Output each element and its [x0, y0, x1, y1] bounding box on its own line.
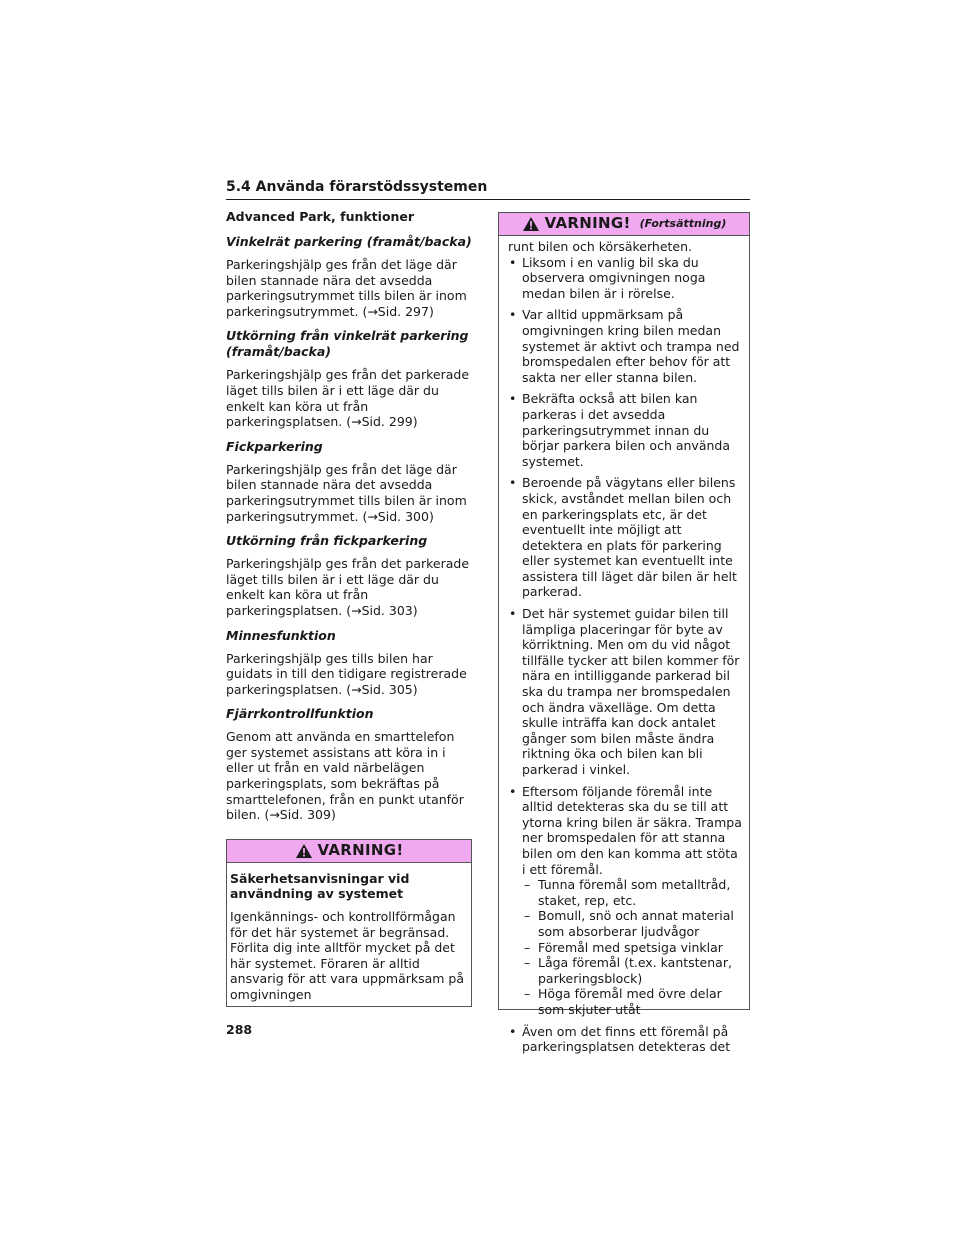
section-header: 5.4 Använda förarstödssystemen [226, 178, 750, 200]
warning-title: VARNING! [317, 841, 404, 860]
warning-title: VARNING! [544, 214, 631, 233]
item-title: Utkörning från fickparkering [226, 533, 428, 549]
item-title: Fjärrkontrollfunktion [226, 706, 374, 722]
list-item-text: Eftersom följande föremål inte alltid detekteras ska du se till att ytorna kring bilen är säkra. Trampa ner bromspedalen för att stanna bilen om den kan komma att stöta i ett föremål. [522, 783, 742, 877]
bullet-list [508, 255, 744, 1055]
warning-triangle-icon [522, 216, 540, 232]
item-title: Vinkelrät parkering (framåt/backa) [226, 234, 472, 249]
item-text: Parkeringshjälp ges tills bilen har guidats in till den tidigare registrerade parkeringsplatsen. (→Sid. 305) [226, 650, 467, 697]
item-title: Utkörning från vinkelrät parkering (framåt/backa) [226, 328, 469, 360]
sub-list-item: – Bomull, snö och annat material som absorberar ljudvågor [522, 908, 744, 939]
list-item: • Även om det finns ett föremål på parkeringsplatsen detekteras det [508, 1024, 744, 1055]
sub-list-item: – Höga föremål med övre delar som skjuter utåt [522, 986, 744, 1017]
continued-label: (Fortsättning) [639, 217, 727, 231]
list-item: • Beroende på vägytans eller bilens skick, avståndet mellan bilen och en parkeringsplats etc, är det eventuellt inte möjligt att detektera en plats för parkering eller systemet kan eventuellt inte assistera till läget där bilen är helt parkerad. [508, 475, 744, 600]
warning-subheading: Säkerhetsanvisningar vid användning av systemet [230, 870, 410, 902]
features-heading: Advanced Park, funktioner [226, 209, 415, 224]
sub-list-item: – Låga föremål (t.ex. kantstenar, parkeringsblock) [522, 955, 744, 986]
warning-header [499, 213, 749, 236]
item-text: Genom att använda en smarttelefon ger systemet assistans att köra in i eller ut från en vald närbelägen parkeringsplats, som bekräftas på smarttelefonen, från en punkt utanför bilen. (→Sid. 309) [226, 729, 464, 823]
intro-text: runt bilen och körsäkerheten. [508, 239, 692, 254]
warning-body [227, 863, 471, 1006]
list-item: • Var alltid uppmärksam på omgivningen kring bilen medan systemet är aktivt och trampa ned bromspedalen efter behov för att sakta ner eller stanna bilen. [508, 307, 744, 385]
sub-list-item: – Föremål med spetsiga vinklar [522, 940, 744, 956]
warning-continued-box [498, 212, 750, 1055]
warning-text: Igenkännings- och kontrollförmågan för det här systemet är begränsad. Förlita dig inte alltför mycket på det här systemet. Föraren är alltid ansvarig för att vara uppmärksam på omgivningen [230, 909, 465, 1002]
item-text: Parkeringshjälp ges från det läge där bilen stannade nära det avsedda parkeringsutrymmet tills bilen är inom parkeringsutrymmet. (→Sid. 300) [226, 461, 467, 524]
list-item: • Liksom i en vanlig bil ska du observera omgivningen noga medan bilen är i rörelse. [508, 255, 744, 302]
sub-list [522, 877, 744, 1017]
item-title: Minnesfunktion [226, 627, 336, 643]
item-text: Parkeringshjälp ges från det läge där bilen stannade nära det avsedda parkeringsutrymmet tills bilen är inom parkeringsutrymmet. (→Sid. 297) [226, 257, 467, 319]
warning-header [227, 840, 471, 863]
left-column [226, 209, 472, 1007]
item-text: Parkeringshjälp ges från det parkerade läget tills bilen är i ett läge där du enkelt kan köra ut från parkeringsplatsen. (→Sid. 299) [226, 367, 470, 430]
sub-list-item: – Tunna föremål som metalltråd, staket, rep, etc. [522, 877, 744, 908]
list-item: • Det här systemet guidar bilen till lämpliga placeringar för byte av körriktning. Men om du vid något tillfälle tycker att bilen kommer för nära en intilliggande parkerad bil ska du trampa ner bromspedalen och ändra växelläge. Om detta skulle inträffa kan dock antalet gånger som bilen måste ändra riktning öka och bilen kan bli parkerad i vinkel. [508, 606, 744, 778]
warning-box [226, 839, 472, 1007]
list-item: • Bekräfta också att bilen kan parkeras i det avsedda parkeringsutrymmet innan du börjar parkera bilen och använda systemet. [508, 391, 744, 469]
item-title: Fickparkering [226, 438, 323, 454]
item-text: Parkeringshjälp ges från det parkerade läget tills bilen är i ett läge där du enkelt kan köra ut från parkeringsplatsen. (→Sid. 303) [226, 556, 470, 618]
warning-triangle-icon [295, 843, 313, 859]
page-number: 288 [226, 1022, 253, 1037]
list-item [508, 784, 744, 1018]
warning-body [499, 236, 749, 1055]
